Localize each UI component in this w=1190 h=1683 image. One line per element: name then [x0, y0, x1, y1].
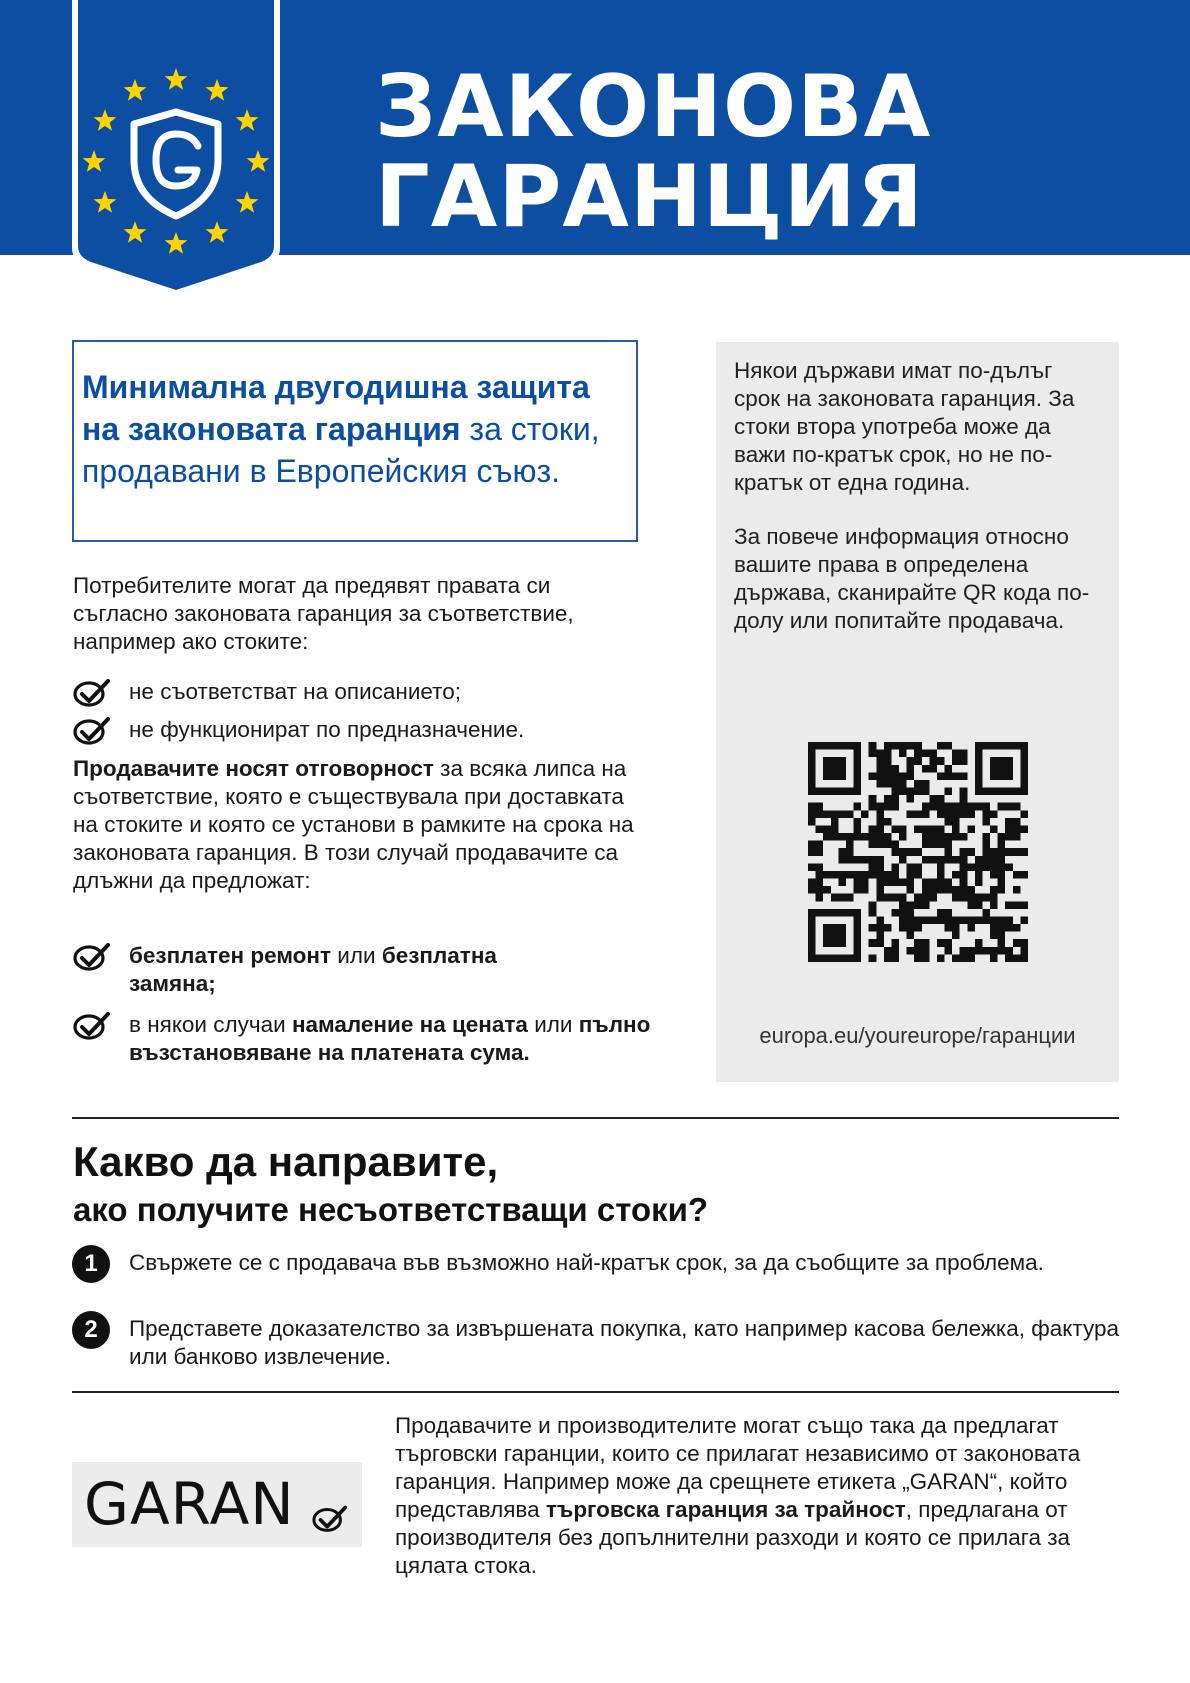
qr-code-icon[interactable] — [808, 742, 1028, 962]
garan-logo-text: GARAN — [84, 1470, 295, 1538]
section-heading: Какво да направите, — [73, 1138, 499, 1185]
page-title — [375, 57, 932, 247]
sellers-rest: за всяка липса на съответствие, която е съществувала при доставката на стоките и която се установи в рамките на срока на законовата гаранция. В този случай продавачите са длъжни да предложат: — [73, 756, 634, 893]
garan-text: Продавачите и производителите могат също така да предлагат търговски гаранции, които се прилагат независимо от законовата гаранция. Например може да срещнете етикета „GARAN“, който представлява — [395, 1413, 1081, 1522]
step-number-badge: 2 — [72, 1311, 110, 1349]
garan-text: , предлагана от производителя без допълнителни разходи и която се прилага за цялата стока. — [395, 1497, 1071, 1578]
intro-regular-text: за стоки, продавани в Европейския съюз. — [82, 411, 600, 489]
eu-stars-shield-g-icon — [68, 0, 284, 298]
check-icon — [73, 942, 111, 972]
check-icon — [73, 716, 111, 746]
info-link[interactable]: europa.eu/youreurope/гаранции — [759, 1023, 1076, 1048]
remedy-text — [129, 942, 569, 998]
remedy-text — [129, 1011, 689, 1067]
intro-box — [72, 340, 638, 542]
section-subheading: ако получите несъответстващи стоки? — [73, 1191, 709, 1228]
step-number-badge: 1 — [72, 1245, 110, 1283]
remedy-regular: или — [331, 943, 382, 968]
remedy-bold: пълно възстановяване на платената сума. — [129, 1012, 651, 1065]
title-line-1: ЗАКОНОВА — [375, 57, 932, 157]
remedy-regular: или — [527, 1012, 579, 1037]
check-icon — [73, 1011, 111, 1041]
check-icon — [312, 1504, 348, 1534]
remedy-bold: безплатна замяна; — [129, 943, 497, 996]
consumers-paragraph: Потребителите могат да предявят правата си съгласно законовата гаранция за съответствие, например ако стоките: — [73, 573, 574, 654]
garan-logo — [72, 1462, 362, 1547]
condition-text: не функционират по предназначение. — [129, 717, 525, 742]
sellers-paragraph — [73, 755, 643, 895]
info-sidebar — [716, 342, 1119, 1082]
step-text: Свържете се с продавача във възможно най-кратък срок, за да съобщите за проблема. — [129, 1250, 1044, 1275]
garan-bold: търговска гаранция за трайност — [545, 1497, 906, 1522]
sellers-bold: Продавачите носят отговорност — [73, 756, 434, 781]
remedy-bold: намаление на цената — [291, 1012, 528, 1037]
intro-bold-text: Минимална двугодишна защита на законовата гаранция — [82, 369, 590, 447]
garan-paragraph — [395, 1412, 1115, 1580]
title-line-2: ГАРАНЦИЯ — [375, 147, 924, 247]
step-text: Представете доказателство за извършената покупка, като например касова бележка, фактура или банково извлечение. — [129, 1316, 1119, 1369]
check-icon — [73, 678, 111, 708]
condition-text: не съответстват на описанието; — [129, 679, 461, 704]
remedy-bold: безплатен ремонт — [129, 943, 332, 968]
sidebar-paragraph-1: Някои държави имат по-дълъг срок на законовата гаранция. За стоки втора употреба може да важи по-кратък срок, но не по-кратък от една година. — [734, 358, 1075, 495]
sidebar-paragraph-2: За повече информация относно вашите права в определена държава, сканирайте QR кода по-долу или попитайте продавача. — [734, 524, 1090, 633]
divider — [72, 1117, 1119, 1119]
divider — [72, 1391, 1119, 1393]
remedy-regular: в някои случаи — [129, 1012, 292, 1037]
